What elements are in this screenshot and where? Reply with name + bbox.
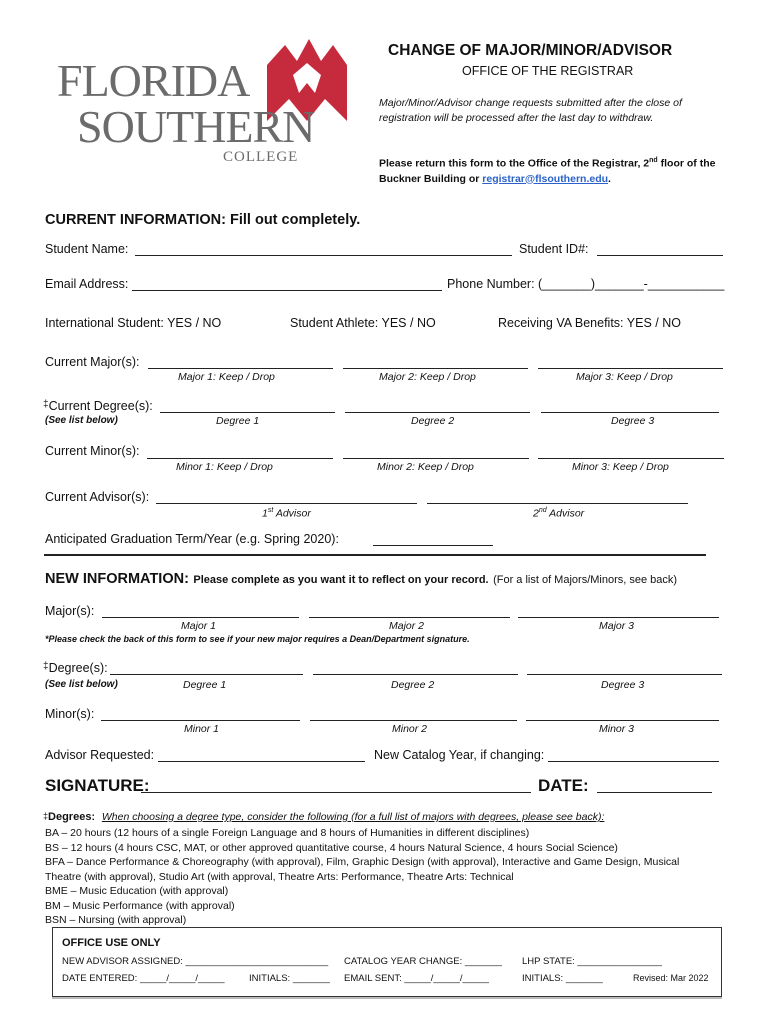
current-minor-1-field[interactable] bbox=[147, 458, 333, 459]
current-major-3-field[interactable] bbox=[538, 368, 723, 369]
initials-2-field[interactable]: INITIALS: _______ bbox=[522, 973, 603, 984]
return-instructions bbox=[379, 153, 724, 187]
new-major-2-caption: Major 2 bbox=[389, 620, 425, 632]
signature-field[interactable] bbox=[141, 792, 531, 793]
second-advisor-caption bbox=[533, 507, 584, 520]
lhp-state-field[interactable]: LHP STATE: ________________ bbox=[522, 956, 662, 967]
current-advisor-2-field[interactable] bbox=[427, 503, 688, 504]
current-major-2-caption[interactable]: Major 2: Keep / Drop bbox=[379, 371, 476, 383]
new-minor-3-field[interactable] bbox=[526, 720, 719, 721]
new-minors-label: Minor(s): bbox=[45, 707, 95, 721]
new-major-3-caption: Major 3 bbox=[599, 620, 635, 632]
date-entered-field[interactable]: DATE ENTERED: _____/_____/_____ bbox=[62, 973, 225, 984]
current-see-list: (See list below) bbox=[45, 415, 118, 426]
new-advisor-assigned-field[interactable]: NEW ADVISOR ASSIGNED: ___________________________ bbox=[62, 956, 329, 967]
graduation-field[interactable] bbox=[373, 545, 493, 546]
college-logo bbox=[55, 32, 345, 172]
form-title: CHANGE OF MAJOR/MINOR/ADVISOR bbox=[388, 42, 673, 59]
new-info-heading-row bbox=[45, 570, 677, 588]
new-major-3-field[interactable] bbox=[518, 617, 719, 618]
office-use-title: OFFICE USE ONLY bbox=[62, 937, 161, 949]
current-major-1-field[interactable] bbox=[148, 368, 333, 369]
first-advisor-caption bbox=[262, 507, 311, 520]
first-advisor-num: 1 bbox=[262, 507, 268, 520]
student-id-label: Student ID#: bbox=[519, 242, 589, 256]
advisor-requested-field[interactable] bbox=[158, 761, 365, 762]
email-label: Email Address: bbox=[45, 277, 129, 291]
current-minor-3-caption[interactable]: Minor 3: Keep / Drop bbox=[572, 461, 669, 473]
new-degree-mark: ‡ bbox=[43, 661, 49, 672]
revised-date: Revised: Mar 2022 bbox=[633, 973, 709, 983]
current-minor-1-caption[interactable]: Minor 1: Keep / Drop bbox=[176, 461, 273, 473]
date-label: DATE: bbox=[538, 776, 589, 795]
student-id-field[interactable] bbox=[597, 255, 723, 256]
late-notice: Major/Minor/Advisor change requests submitted after the close of registration will be processed after the last day to withdraw. bbox=[379, 97, 682, 124]
office-use-box bbox=[52, 927, 722, 997]
degrees-heading bbox=[43, 811, 604, 823]
degree-item-bsn: BSN – Nursing (with approval) bbox=[45, 914, 187, 926]
degree-item-bme: BME – Music Education (with approval) bbox=[45, 885, 229, 897]
new-minor-2-caption: Minor 2 bbox=[392, 723, 428, 735]
logo-line-1: FLORIDA bbox=[57, 55, 250, 106]
current-minors-label: Current Minor(s): bbox=[45, 444, 140, 458]
registrar-email-link[interactable]: registrar@flsouthern.edu bbox=[482, 172, 609, 185]
new-info-heading: NEW INFORMATION: bbox=[45, 571, 189, 587]
second-advisor-tail: Advisor bbox=[546, 507, 585, 520]
new-degree-1-caption: Degree 1 bbox=[183, 679, 227, 691]
advisor-requested-label: Advisor Requested: bbox=[45, 748, 155, 762]
student-athlete-option[interactable]: Student Athlete: YES / NO bbox=[290, 316, 436, 330]
current-major-3-caption[interactable]: Major 3: Keep / Drop bbox=[576, 371, 673, 383]
return-sup: nd bbox=[649, 157, 658, 164]
degree-item-bs: BS – 12 hours (4 hours CSC, MAT, or other approved quantitative course, 4 hours Natural Science, 4 hours Social Science) bbox=[45, 841, 618, 854]
return-text-2: floor of the Buckner Building or bbox=[379, 157, 716, 185]
degrees-intro: When choosing a degree type, consider the following (for a full list of majors with degrees, please see back): bbox=[101, 811, 605, 823]
international-student-option[interactable]: International Student: YES / NO bbox=[45, 316, 222, 330]
signature-label: SIGNATURE: bbox=[45, 776, 150, 795]
current-minor-3-field[interactable] bbox=[538, 458, 724, 459]
current-minor-2-field[interactable] bbox=[343, 458, 529, 459]
office-name: OFFICE OF THE REGISTRAR bbox=[462, 64, 634, 78]
degree-item-bfa: BFA – Dance Performance & Choreography (with approval), Film, Graphic Design (with approval), Interactive and Game Design, Musical Theatre (with approval), Studio Art (with approval, Theatre Arts: Performance, Theatre Arts: Technical bbox=[45, 856, 680, 883]
current-advisor-1-field[interactable] bbox=[156, 503, 417, 504]
new-degree-2-caption: Degree 2 bbox=[391, 679, 435, 691]
new-degrees-label bbox=[43, 661, 108, 675]
current-degree-2-caption: Degree 2 bbox=[411, 415, 455, 427]
second-advisor-sup: nd bbox=[538, 507, 547, 514]
new-degree-1-field[interactable] bbox=[110, 674, 303, 675]
new-info-instruction: Please complete as you want it to reflect on your record. bbox=[193, 574, 489, 586]
current-majors-label: Current Major(s): bbox=[45, 355, 140, 369]
initials-1-field[interactable]: INITIALS: _______ bbox=[249, 973, 330, 984]
new-see-list: (See list below) bbox=[45, 679, 118, 690]
new-degrees-text: Degree(s): bbox=[48, 661, 108, 675]
new-majors-label: Major(s): bbox=[45, 604, 95, 618]
new-degree-2-field[interactable] bbox=[313, 674, 518, 675]
dean-signature-note: *Please check the back of this form to see if your new major requires a Dean/Department signature. bbox=[45, 634, 470, 644]
catalog-year-field[interactable] bbox=[548, 761, 719, 762]
degree-item-ba: BA – 20 hours (12 hours of a single Foreign Language and 8 hours of Humanities in different disciplines) bbox=[45, 827, 530, 839]
degree-mark: ‡ bbox=[43, 399, 49, 410]
catalog-year-label: New Catalog Year, if changing: bbox=[374, 748, 545, 762]
new-info-paren: (For a list of Majors/Minors, see back) bbox=[493, 574, 678, 586]
current-degree-1-caption: Degree 1 bbox=[216, 415, 260, 427]
current-degree-3-field[interactable] bbox=[541, 412, 719, 413]
degrees-mark: ‡ bbox=[43, 811, 49, 821]
email-sent-field[interactable]: EMAIL SENT: _____/_____/_____ bbox=[344, 973, 489, 984]
new-major-1-caption: Major 1 bbox=[181, 620, 217, 632]
student-name-label: Student Name: bbox=[45, 242, 129, 256]
return-text-1: Please return this form to the Office of the Registrar, 2 bbox=[379, 157, 650, 170]
student-name-field[interactable] bbox=[135, 255, 512, 256]
current-degrees-text: Current Degree(s): bbox=[48, 399, 153, 413]
current-minor-2-caption[interactable]: Minor 2: Keep / Drop bbox=[377, 461, 474, 473]
second-advisor-num: 2 bbox=[533, 507, 539, 520]
email-field[interactable] bbox=[132, 290, 442, 291]
current-advisors-label: Current Advisor(s): bbox=[45, 490, 150, 504]
new-degree-3-field[interactable] bbox=[527, 674, 722, 675]
current-major-1-caption[interactable]: Major 1: Keep / Drop bbox=[178, 371, 275, 383]
current-info-heading: CURRENT INFORMATION: Fill out completely. bbox=[45, 212, 361, 228]
catalog-year-change-field[interactable]: CATALOG YEAR CHANGE: _______ bbox=[344, 956, 502, 967]
return-text-3: . bbox=[608, 172, 611, 185]
phone-field[interactable]: Phone Number: (_______)_______-___________ bbox=[447, 277, 725, 291]
new-major-1-field[interactable] bbox=[102, 617, 299, 618]
logo-line-3: COLLEGE bbox=[223, 149, 299, 165]
degree-item-bm: BM – Music Performance (with approval) bbox=[45, 899, 235, 912]
degrees-colon: : bbox=[91, 811, 95, 823]
graduation-label: Anticipated Graduation Term/Year (e.g. Spring 2020): bbox=[45, 532, 339, 546]
current-major-2-field[interactable] bbox=[343, 368, 528, 369]
current-degree-2-field[interactable] bbox=[345, 412, 530, 413]
va-benefits-option[interactable]: Receiving VA Benefits: YES / NO bbox=[498, 316, 681, 330]
first-advisor-sup: st bbox=[267, 507, 274, 514]
new-minor-2-field[interactable] bbox=[310, 720, 517, 721]
degrees-list bbox=[45, 826, 715, 928]
degrees-label: Degrees bbox=[48, 811, 92, 823]
date-field[interactable] bbox=[597, 792, 712, 793]
first-advisor-tail: Advisor bbox=[273, 507, 311, 520]
logo-line-2: SOUTHERN bbox=[77, 101, 315, 152]
current-degrees-label bbox=[43, 399, 153, 413]
new-minor-3-caption: Minor 3 bbox=[599, 723, 635, 735]
new-degree-3-caption: Degree 3 bbox=[601, 679, 645, 691]
current-degree-1-field[interactable] bbox=[160, 412, 335, 413]
new-major-2-field[interactable] bbox=[309, 617, 510, 618]
section-divider bbox=[44, 554, 706, 556]
current-degree-3-caption: Degree 3 bbox=[611, 415, 655, 427]
new-minor-1-field[interactable] bbox=[101, 720, 300, 721]
new-minor-1-caption: Minor 1 bbox=[184, 723, 220, 735]
